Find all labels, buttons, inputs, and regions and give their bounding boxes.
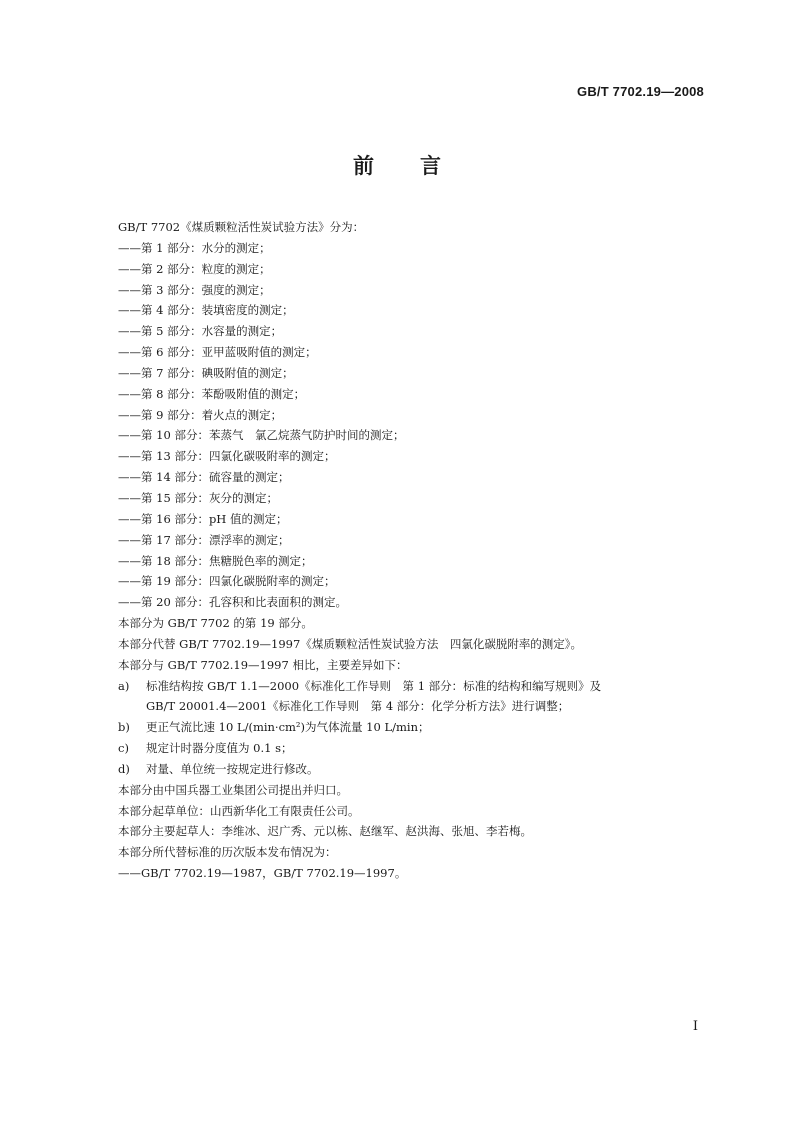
part-list-item: ——第 20 部分：孔容积和比表面积的测定。 <box>118 595 347 610</box>
change-text: 对量、单位统一按规定进行修改。 <box>146 761 319 776</box>
part-list-item: ——第 9 部分：着火点的测定； <box>118 407 283 422</box>
change-label: a) <box>118 678 130 693</box>
part-list-item: ——第 4 部分：装填密度的测定； <box>118 303 294 318</box>
page-title <box>0 150 794 180</box>
statement-differences: 本部分与 GB/T 7702.19—1997 相比，主要差异如下： <box>118 657 408 672</box>
part-list-item: ——第 18 部分：焦糖脱色率的测定； <box>118 553 313 568</box>
change-item-d <box>118 759 718 780</box>
change-label: d) <box>118 761 130 776</box>
change-item-c <box>118 738 718 759</box>
statement-part-number: 本部分为 GB/T 7702 的第 19 部分。 <box>118 616 313 631</box>
part-list-item: ——第 2 部分：粒度的测定； <box>118 261 271 276</box>
part-list-item: ——第 1 部分：水分的测定； <box>118 240 271 255</box>
change-label: b) <box>118 720 130 735</box>
part-list-item: ——第 3 部分：强度的测定； <box>118 282 271 297</box>
statement-replaces: 本部分代替 GB/T 7702.19—1997《煤质颗粒活性炭试验方法 四氯化碳脱附率的测定》。 <box>118 636 583 651</box>
closing-drafting-unit: 本部分起草单位：山西新华化工有限责任公司。 <box>118 803 360 818</box>
part-list-item: ——第 16 部分：pH 值的测定； <box>118 511 288 526</box>
part-list-item: ——第 6 部分：亚甲蓝吸附值的测定； <box>118 345 317 360</box>
part-list-item: ——第 19 部分：四氯化碳脱附率的测定； <box>118 574 336 589</box>
part-list-item: ——第 10 部分：苯蒸气 氯乙烷蒸气防护时间的测定； <box>118 428 405 443</box>
page-number: I <box>692 1019 698 1034</box>
part-list-item: ——第 5 部分：水容量的测定； <box>118 324 283 339</box>
part-list-item: ——第 8 部分：苯酚吸附值的测定； <box>118 386 306 401</box>
closing-proposer: 本部分由中国兵器工业集团公司提出并归口。 <box>118 782 348 797</box>
change-label: c) <box>118 741 129 756</box>
intro-line: GB/T 7702《煤质颗粒活性炭试验方法》分为： <box>118 220 365 234</box>
standard-number: GB/T 7702.19—2008 <box>577 84 704 99</box>
title-char-2: 言 <box>420 154 441 178</box>
change-item-a <box>118 676 718 697</box>
title-char-1: 前 <box>353 154 374 178</box>
closing-drafters: 本部分主要起草人：李维冰、迟广秀、元以栋、赵继军、赵洪海、张旭、李若梅。 <box>118 824 532 839</box>
part-list-item: ——第 17 部分：漂浮率的测定； <box>118 532 290 547</box>
closing-history-intro: 本部分所代替标准的历次版本发布情况为： <box>118 845 337 860</box>
foreword-body <box>118 217 718 884</box>
part-list-item: ——第 15 部分：灰分的测定； <box>118 490 278 505</box>
change-item-a-continued: GB/T 20001.4—2001《标准化工作导则 第 4 部分：化学分析方法》进行调整； <box>146 699 570 714</box>
closing-history-list: ——GB/T 7702.19—1987，GB/T 7702.19—1997。 <box>118 866 407 881</box>
part-list-item: ——第 7 部分：碘吸附值的测定； <box>118 365 294 380</box>
part-list-item: ——第 14 部分：硫容量的测定； <box>118 470 290 485</box>
change-item-b <box>118 717 718 738</box>
part-list-item: ——第 13 部分：四氯化碳吸附率的测定； <box>118 449 336 464</box>
change-text: 标准结构按 GB/T 1.1—2000《标准化工作导则 第 1 部分：标准的结构和编写规则》及 <box>146 678 602 693</box>
change-text: 规定计时器分度值为 0.1 s； <box>146 741 293 756</box>
change-text: 更正气流比速 10 L/(min·cm²)为气体流量 10 L/min； <box>146 720 430 735</box>
